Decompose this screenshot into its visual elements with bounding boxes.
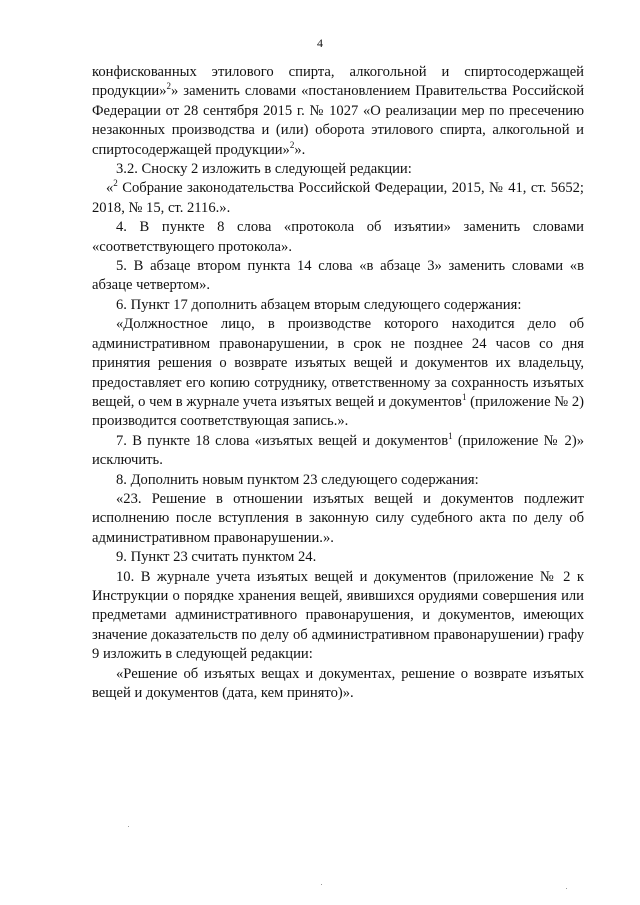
scan-speck [566,888,567,889]
paragraph-8: 8. Дополнить новым пунктом 23 следующего содержания: [116,471,479,488]
paragraph-5: 5. В абзаце втором пункта 14 слова «в абзаце 3» заменить словами «в абзаце четвертом». [92,258,584,294]
paragraph-7: 7. В пункте 18 слова «изъятых вещей и документов$^1$ (приложение № 2)» исключить. [92,430,584,469]
footnote-ref: 1 [448,430,453,441]
quoted-graph-9: «Решение об изъятых вещах и документах, решение о возврате изъятых вещей и документов (дата, кем принято)». [92,665,584,701]
footnote-ref: 2 [289,139,295,150]
paragraph-6: 6. Пункт 17 дополнить абзацем вторым следующего содержания: [116,296,522,313]
scan-speck [128,826,129,827]
scan-speck [321,884,322,885]
paragraph-9: 9. Пункт 23 считать пунктом 24. [116,549,317,566]
document-body [92,63,584,703]
paragraph-4: 4. В пункте 8 слова «протокола об изъятии» заменить словами «соответствующего протокола». [92,219,584,255]
footnote-ref: 2 [166,81,172,92]
quoted-paragraph-23: «23. Решение в отношении изъятых вещей и документов подлежит исполнению после вступления в законную силу судебного акта по делу об административном правонарушении.». [92,490,584,546]
paragraph-3-2: 3.2. Сноску 2 изложить в следующей редакции: [116,161,412,178]
paragraph-10: 10. В журнале учета изъятых вещей и документов (приложение № 2 к Инструкции о порядке хранения вещей, явившихся орудиями совершения или предметами административного правонарушения, и документов, имеющих значение доказательств по делу об административном правонарушении) графу 9 изложить в следующей редакции: [92,568,584,663]
footnote-ref: 1 [461,391,467,402]
paragraph-1: конфискованных этилового спирта, алкогольной и спиртосодержащей продукции»$^2$» заменить словами «постановлением Правительства Российской Федерации от 28 сентября 2015 г. № 1027 «О реализации мер по пресечению незаконных производства и (или) оборота этилового спирта, алкогольной и спиртосодержащей продукции»$^2$». [92,64,584,158]
page-number: 4 [317,36,323,50]
footnote-ref: 2 [113,178,118,189]
footnote-text: «$^2$ Собрание законодательства Российской Федерации, 2015, № 41, ст. 5652; 2018, № 15, ст. 2116.». [92,178,584,216]
quoted-paragraph-17: «Должностное лицо, в производстве которого находится дело об административном правонарушении, в срок не позднее 24 часов со дня принятия решения о возврате изъятых вещей и документов их владельцу, предоставляет его копию сотруднику, ответственному за сохранность изъятых вещей, о чем в журнале учета изъятых вещей и документов$^1$ (приложение № 2) производится соответствующая запись.». [92,316,584,430]
